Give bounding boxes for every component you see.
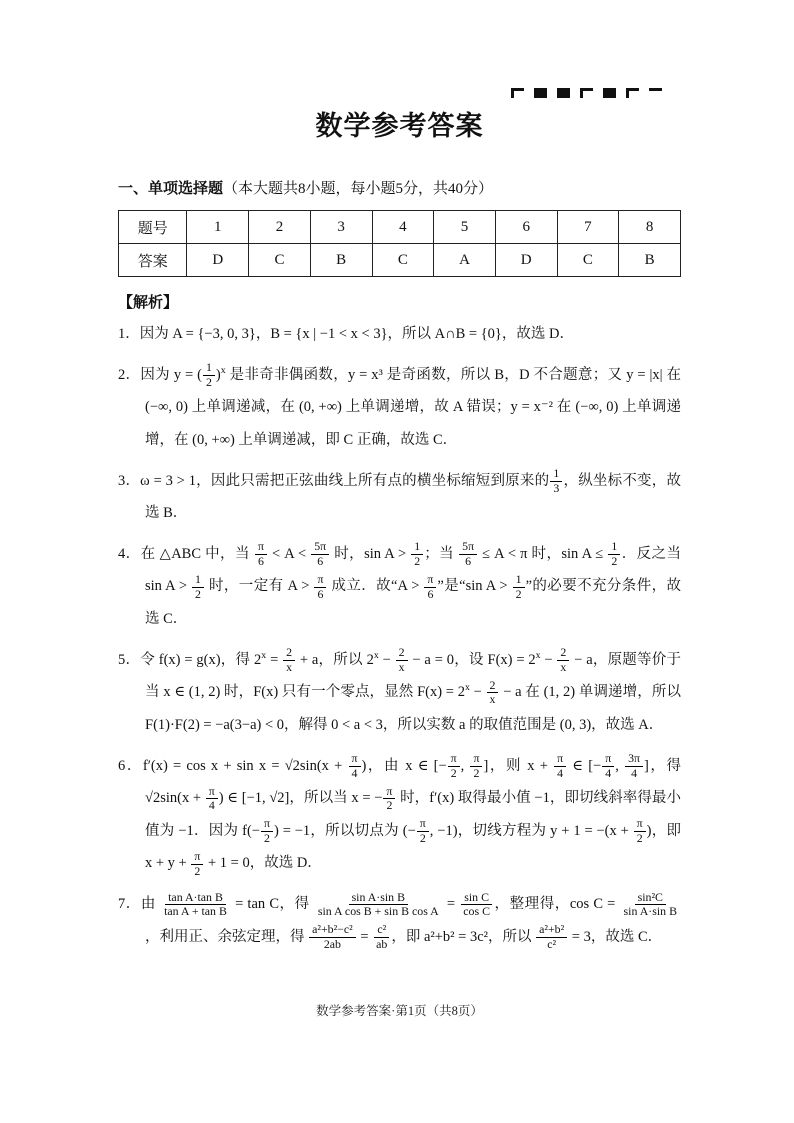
- fraction: $\frac{1}{2}$: [513, 573, 525, 601]
- question-number-cell: 4: [372, 211, 434, 244]
- fraction: $\frac{1}{2}$: [192, 573, 204, 601]
- solution-item-1: 1．因为 A = {−3, 0, 3}，B = {x | −1 < x < 3}，所以 A∩B = {0}，故选 D．: [118, 326, 574, 342]
- section-heading-note: （本大题共8小题，每小题5分，共40分）: [223, 181, 494, 197]
- solution-item-5: 5．令 f(x) = g(x)，得 $2^x$ = $\frac{2}{x}$ + a，所以 $2^x$ − $\frac{2}{x}$ − a = 0，设 $F(x) = 2^x$ − $\frac{2}{x}$ − a，原题等价于当 x ∈ (1, 2) 时，F(x) 只有一个零点，显然 $F(x) = 2^x$ − $\frac{2}{x}$ − a 在 (1, 2) 单调递增，所以 F(1)·F(2) = −a(3−a) < 0，解得 0 < a < 3，所以实数 a 的取值范围是 (0, 3)，故选 A．: [118, 645, 681, 733]
- page-title: 数学参考答案: [315, 111, 484, 141]
- answer-row: [119, 244, 681, 277]
- solution-item-2: 2．因为 y = ( $\frac{1}{2}$ )$^x$ 是非奇非偶函数，y = x³ 是奇函数，所以 B，D 不合题意；又 y = |x| 在 (−∞, 0) 上单调递减，在 (0, +∞) 上单调递增，故 A 错误；y = x⁻² 在 (−∞, 0) 上单调递增，在 (0, +∞) 上单调递减，即 C 正确，故选 C．: [118, 360, 681, 448]
- section-heading: [118, 177, 681, 198]
- fraction: $\frac{\pi}{2}$: [261, 817, 273, 845]
- row-label-question: 题号: [119, 211, 187, 244]
- question-number-cell: 5: [434, 211, 496, 244]
- solution-item-4: 4．在 △ABC 中，当 $\frac{\pi}{6}$ < A < $\frac{5\pi}{6}$ 时，sin A > $\frac{1}{2}$ ；当 $\frac{5\pi}{6}$ ≤ A < π 时，sin A ≤ $\frac{1}{2}$ ．反之当 sin A > $\frac{1}{2}$ 时，一定有 A > $\frac{\pi}{6}$ 成立．故“A > $\frac{\pi}{6}$ ”是“sin A > $\frac{1}{2}$ ”的必要不充分条件，故选 C．: [118, 539, 682, 627]
- fraction: $\frac{1}{3}$: [550, 467, 562, 495]
- question-number-cell: 1: [187, 211, 249, 244]
- corner-mark-icon: [511, 88, 524, 98]
- fraction: $\frac{\pi}{4}$: [602, 752, 614, 780]
- fraction: $\frac{\text{sin²C}}{\text{sin A·sin B}}$: [623, 889, 677, 919]
- fraction: $\frac{\text{tan A·tan B}}{\text{tan A + tan B}}$: [164, 889, 227, 919]
- fraction: $\frac{\pi}{4}$: [349, 752, 361, 780]
- answer-cell: B: [310, 244, 372, 277]
- fraction: $\frac{\text{a²+b²−c²}}{2ab}$: [309, 923, 356, 951]
- fraction: $\frac{1}{2}$: [608, 540, 620, 568]
- solution-item-7: 7．由 $\frac{\text{tan A·tan B}}{\text{tan A + tan B}}$ = tan C，得 $\frac{\text{sin A·sin B}}{\text{sin A cos B + sin B cos A}}$ = $\frac{\text{sin C}}{\text{cos C}}$ ，整理得，cos C = $\frac{\text{sin²C}}{\text{sin A·sin B}}$ ，利用正、余弦定理，得 $\frac{\text{a²+b²−c²}}{2ab}$ = $\frac{\text{c²}}{ab}$ ，即 a²+b² = 3c²，所以 $\frac{\text{a²+b²}}{\text{c²}}$ = 3，故选 C．: [118, 888, 681, 953]
- question-number-cell: 2: [249, 211, 311, 244]
- question-number-row: [119, 211, 681, 244]
- question-number-cell: 8: [619, 211, 681, 244]
- answer-cell: C: [372, 244, 434, 277]
- fraction: $\frac{\text{a²+b²}}{\text{c²}}$: [536, 923, 567, 951]
- fraction: $\frac{\text{c²}}{ab}$: [376, 922, 388, 951]
- section-heading-title: 一、单项选择题: [118, 181, 224, 197]
- answer-cell: B: [619, 244, 681, 277]
- fraction: $\frac{2}{x}$: [557, 646, 569, 674]
- fraction: $\frac{1}{2}$: [411, 540, 423, 568]
- filled-mark-icon: [603, 88, 616, 98]
- answer-cell: A: [434, 244, 496, 277]
- answer-cell: C: [557, 244, 619, 277]
- row-label-answer: 答案: [119, 244, 187, 277]
- page-footer: 数学参考答案·第1页（共8页）: [316, 1004, 483, 1018]
- fraction: $\frac{\pi}{4}$: [554, 752, 566, 780]
- fraction: $\frac{\pi}{2}$: [417, 817, 429, 845]
- solution-item-6: 6．f′(x) = cos x + sin x = √2sin(x + $\frac{\pi}{4}$ )，由 x ∈ [− $\frac{\pi}{2}$ , $\frac{\pi}{2}$ ]，则 x + $\frac{\pi}{4}$ ∈ [− $\frac{\pi}{4}$ , $\frac{3\pi}{4}$ ]，得 √2sin(x + $\frac{\pi}{4}$ ) ∈ [−1, √2]，所以当 x = − $\frac{\pi}{2}$ 时，f′(x) 取得最小值 −1，即切线斜率得最小值为 −1．因为 f(− $\frac{\pi}{2}$ ) = −1，所以切点为 (− $\frac{\pi}{2}$ , −1)，切线方程为 y + 1 = −(x + $\frac{\pi}{2}$ )，即 x + y + $\frac{\pi}{2}$ + 1 = 0，故选 D．: [118, 751, 681, 878]
- question-number-cell: 3: [310, 211, 372, 244]
- analysis-label: 【解析】: [118, 295, 179, 311]
- corner-mark-icon: [580, 88, 593, 98]
- fraction: $\frac{2}{x}$: [487, 679, 499, 707]
- fraction: $\frac{\pi}{2}$: [191, 850, 203, 878]
- fraction: $\frac{2}{x}$: [396, 646, 408, 674]
- fraction: $\frac{\pi}{6}$: [314, 573, 326, 601]
- fraction: $\frac{\text{sin C}}{\text{cos C}}$: [460, 891, 493, 919]
- fraction: $\frac{\pi}{4}$: [206, 785, 218, 813]
- corner-mark-icon: [626, 88, 639, 98]
- dash-mark-icon: [649, 88, 662, 91]
- fraction: $\frac{\pi}{2}$: [634, 817, 646, 845]
- fraction: $\frac{1}{2}$: [203, 361, 215, 389]
- fraction: $\frac{3\pi}{4}$: [625, 752, 643, 780]
- answer-cell: D: [187, 244, 249, 277]
- answer-cell: D: [495, 244, 557, 277]
- fraction: $\frac{\pi}{2}$: [470, 752, 482, 780]
- filled-mark-icon: [534, 88, 547, 98]
- fraction: $\frac{\pi}{6}$: [255, 540, 267, 568]
- solution-item-3: 3．ω = 3 > 1，因此只需把正弦曲线上所有点的横坐标缩短到原来的 $\frac{1}{3}$ ，纵坐标不变，故选 B．: [118, 466, 681, 522]
- question-number-cell: 6: [495, 211, 557, 244]
- fraction: $\frac{5\pi}{6}$: [459, 540, 477, 568]
- fraction: $\frac{\pi}{6}$: [424, 573, 436, 601]
- answer-table: [118, 210, 681, 277]
- fraction: $\frac{5\pi}{6}$: [311, 540, 329, 568]
- fraction: $\frac{\pi}{2}$: [383, 785, 395, 813]
- question-number-cell: 7: [557, 211, 619, 244]
- fraction: $\frac{2}{x}$: [283, 646, 295, 674]
- filled-mark-icon: [557, 88, 570, 98]
- fraction: $\frac{\text{sin A·sin B}}{\text{sin A cos B + sin B cos A}}$: [317, 889, 439, 919]
- answer-cell: C: [249, 244, 311, 277]
- fraction: $\frac{\pi}{2}$: [448, 752, 460, 780]
- print-marks: [511, 88, 662, 98]
